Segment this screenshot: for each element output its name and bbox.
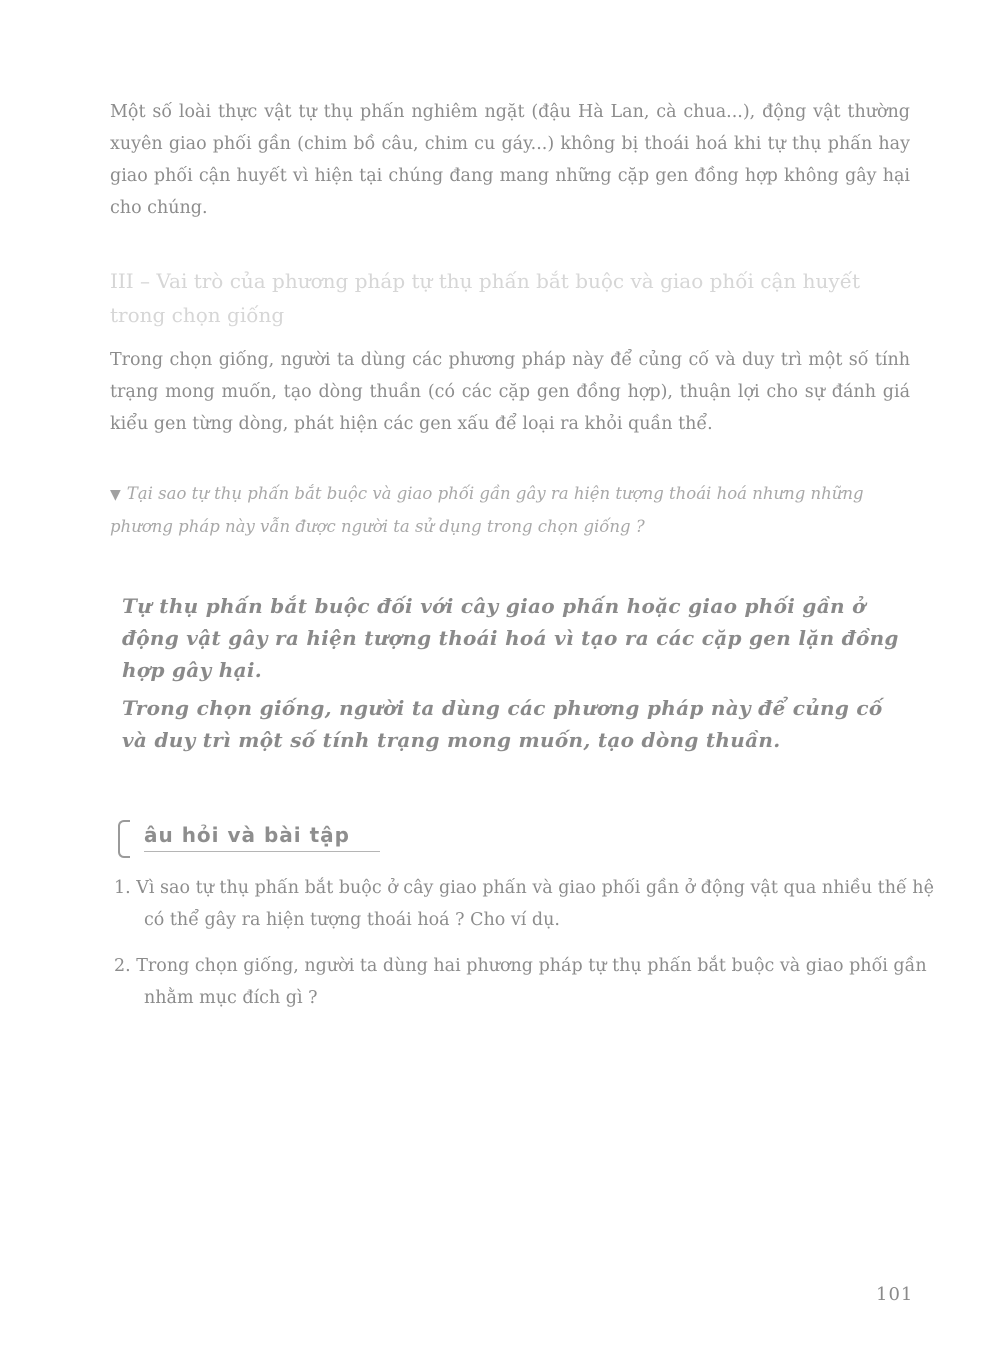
page-number: 101 <box>876 1284 914 1305</box>
intro-paragraph: Một số loài thực vật tự thụ phấn nghiêm ngặt (đậu Hà Lan, cà chua...), động vật thường xuyên giao phối gần (chim bồ câu, chim cu gáy...) không bị thoái hoá khi tự thụ phấn hay giao phối cận huyết vì hiện tại chúng đang mang những cặp gen đồng hợp không gây hại cho chúng. <box>110 102 910 218</box>
exercise-heading-title: âu hỏi và bài tập <box>144 823 350 847</box>
question-text: Tại sao tự thụ phấn bắt buộc và giao phối gần gây ra hiện tượng thoái hoá nhưng những phương pháp này vẫn được người ta sử dụng trong chọn giống ? <box>110 484 864 536</box>
answer-paragraph-2: Trong chọn giống, người ta dùng các phương pháp này để củng cố và duy trì một số tính trạng mong muốn, tạo dòng thuần. <box>122 696 883 752</box>
section-paragraph: Trong chọn giống, người ta dùng các phương pháp này để củng cố và duy trì một số tính trạng mong muốn, tạo dòng thuần (có các cặp gen đồng hợp), thuận lợi cho sự đánh giá kiểu gen từng dòng, phát hiện các gen xấu để loại ra khỏi quần thể. <box>110 350 910 434</box>
bracket-c-icon <box>118 820 130 858</box>
exercise-heading <box>118 818 418 858</box>
question-block <box>110 478 910 543</box>
section-heading: III – Vai trò của phương pháp tự thụ phấn bắt buộc và giao phối cận huyết trong chọn giống <box>110 269 861 327</box>
exercise-item-1: 1. Vì sao tự thụ phấn bắt buộc ở cây giao phấn và giao phối gần ở động vật qua nhiều thế hệ có thể gây ra hiện tượng thoái hoá ? Cho ví dụ. <box>114 878 934 930</box>
heading-underline <box>144 851 380 852</box>
answer-paragraph-1: Tự thụ phấn bắt buộc đối với cây giao phấn hoặc giao phối gần ở động vật gây ra hiện tượng thoái hoá vì tạo ra các cặp gen lặn đồng hợp gây hại. <box>122 594 899 682</box>
exercise-item-2: 2. Trong chọn giống, người ta dùng hai phương pháp tự thụ phấn bắt buộc và giao phối gần nhằm mục đích gì ? <box>114 956 927 1008</box>
triangle-marker-icon: ▼ <box>110 487 121 503</box>
